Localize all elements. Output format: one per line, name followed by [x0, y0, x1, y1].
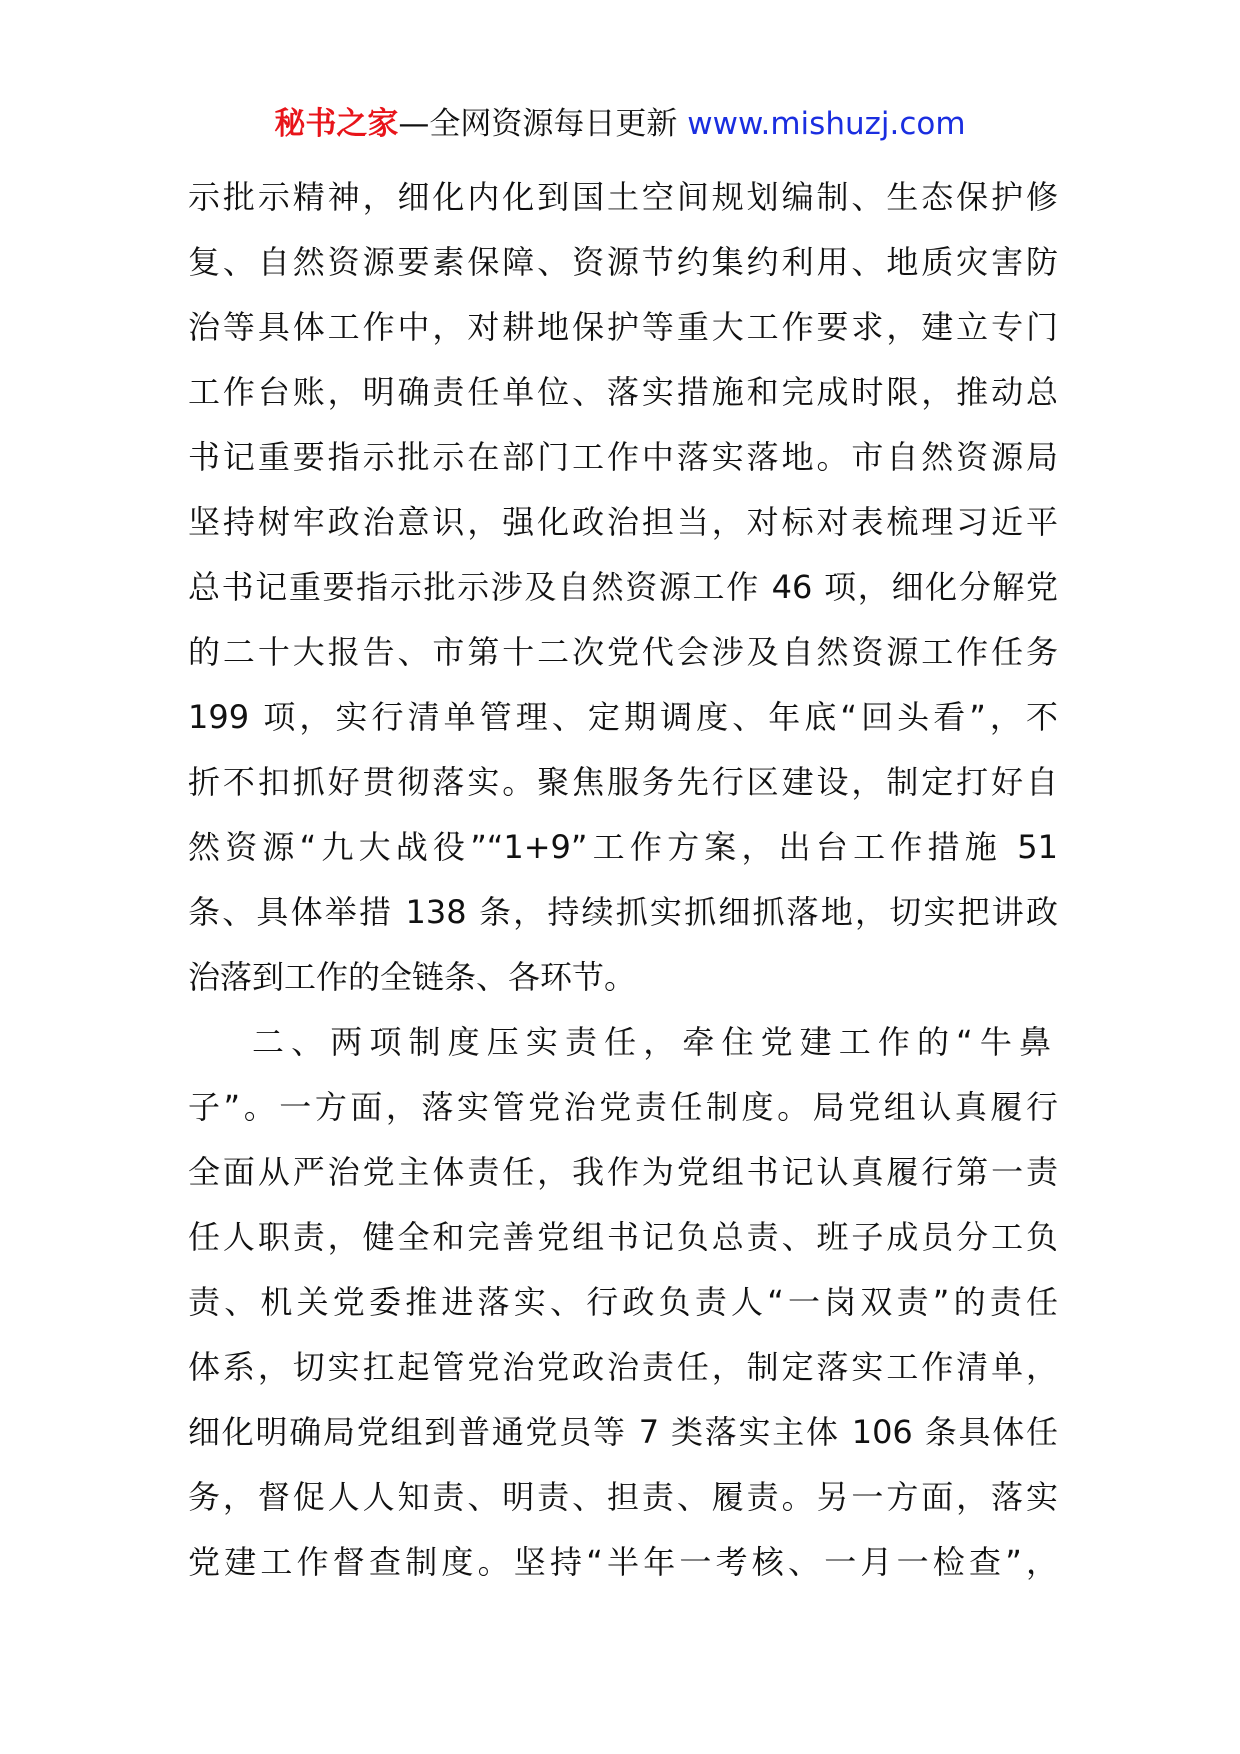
- text-line: 总书记重要指示批示涉及自然资源工作 46 项，细化分解党: [188, 568, 1058, 606]
- text-line: 然资源“九大战役”“1+9”工作方案，出台工作措施 51: [188, 828, 1058, 866]
- text-line: 条、具体举措 138 条，持续抓实抓细抓落地，切实把讲政: [188, 893, 1058, 931]
- text-line: 体系，切实扛起管党治党政治责任，制定落实工作清单，: [188, 1348, 1058, 1386]
- text-line: 务，督促人人知责、明责、担责、履责。另一方面，落实: [188, 1478, 1058, 1516]
- text-line: 任人职责，健全和完善党组书记负总责、班子成员分工负: [188, 1218, 1058, 1256]
- text-line: 责、机关党委推进落实、行政负责人“一岗双责”的责任: [188, 1283, 1058, 1321]
- text-line: 全面从严治党主体责任，我作为党组书记认真履行第一责: [188, 1153, 1058, 1191]
- text-line: 199 项，实行清单管理、定期调度、年底“回头看”，不: [188, 698, 1058, 736]
- text-line: 治落到工作的全链条、各环节。: [188, 958, 637, 996]
- text-line: 工作台账，明确责任单位、落实措施和完成时限，推动总: [188, 373, 1058, 411]
- site-url-link[interactable]: www.mishuzj.com: [687, 106, 966, 142]
- text-line: 党建工作督查制度。坚持“半年一考核、一月一检查”，: [188, 1543, 1058, 1581]
- text-line: 坚持树牢政治意识，强化政治担当，对标对表梳理习近平: [188, 503, 1058, 541]
- site-brand: 秘书之家: [274, 106, 399, 142]
- document-body: [188, 165, 1058, 1595]
- text-line: 细化明确局党组到普通党员等 7 类落实主体 106 条具体任: [188, 1413, 1058, 1451]
- text-line: 复、自然资源要素保障、资源节约集约利用、地质灾害防: [188, 243, 1058, 281]
- text-line: 折不扣抓好贯彻落实。聚焦服务先行区建设，制定打好自: [188, 763, 1058, 801]
- text-line: 示批示精神，细化内化到国土空间规划编制、生态保护修: [188, 178, 1058, 216]
- text-line: 书记重要指示批示在部门工作中落实落地。市自然资源局: [188, 438, 1058, 476]
- text-line: 子”。一方面，落实管党治党责任制度。局党组认真履行: [188, 1088, 1058, 1126]
- text-line: 的二十大报告、市第十二次党代会涉及自然资源工作任务: [188, 633, 1058, 671]
- site-tagline: —全网资源每日更新: [398, 106, 688, 142]
- section-heading-line: 二、两项制度压实责任，牵住党建工作的“牛鼻: [252, 1023, 1058, 1061]
- page-header: [0, 100, 1240, 148]
- text-line: 治等具体工作中，对耕地保护等重大工作要求，建立专门: [188, 308, 1058, 346]
